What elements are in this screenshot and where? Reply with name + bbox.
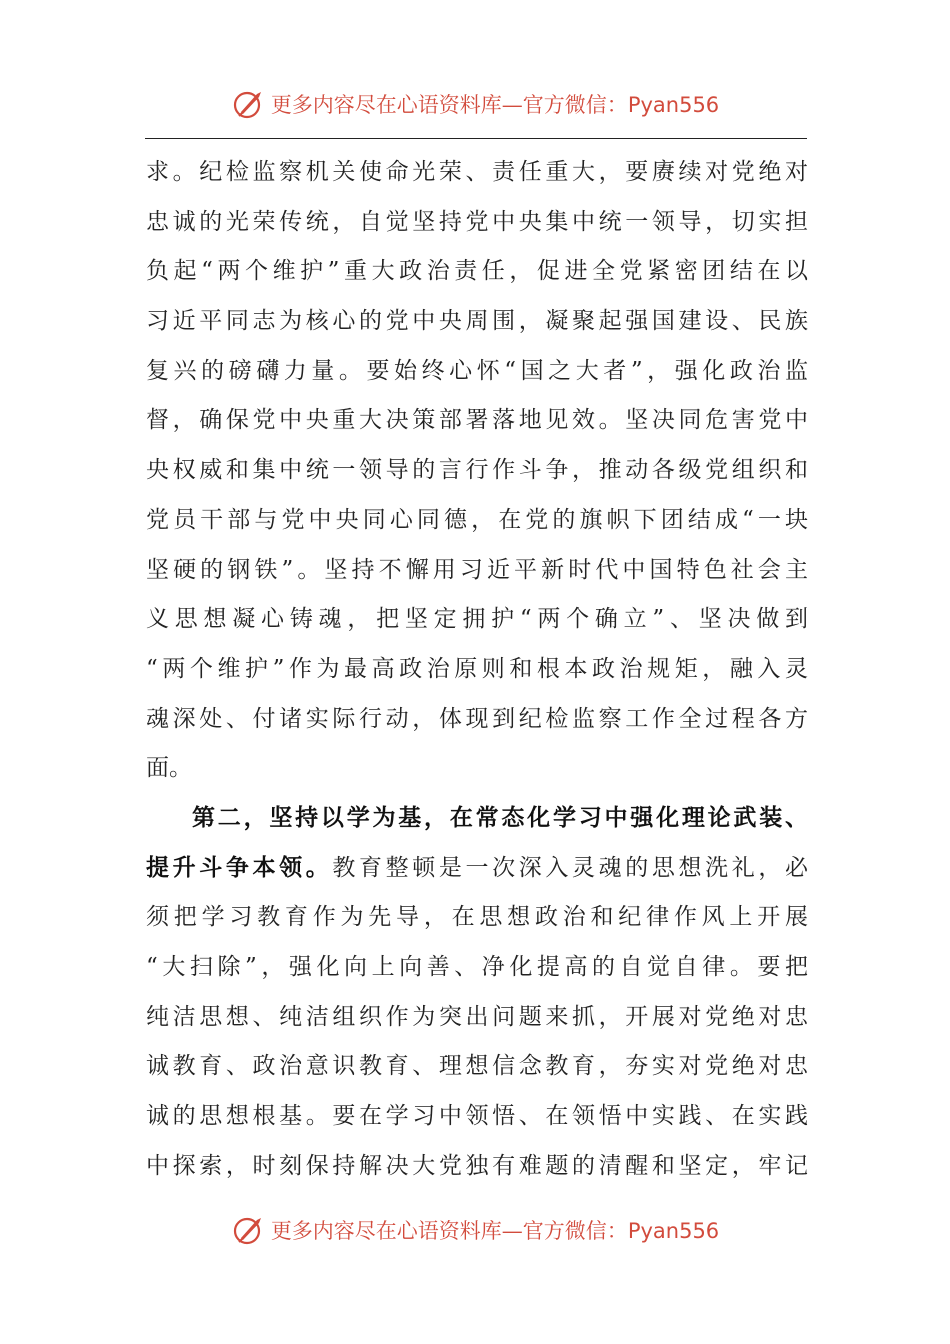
text-line: 党员干部与党中央同心同德，在党的旗帜下团结成“一块: [146, 506, 808, 533]
footer-banner-label: 更多内容尽在心语资料库—官方微信：: [270, 1219, 628, 1243]
text-line: 魂深处、付诸实际行动，体现到纪检监察工作全过程各方: [146, 705, 808, 732]
text-line: 面。: [146, 755, 192, 782]
text-line: 求。纪检监察机关使命光荣、责任重大，要赓续对党绝对: [146, 159, 808, 185]
text-line-with-heading: [146, 844, 808, 894]
text-line: 督，确保党中央重大决策部署落地见效。坚决同危害党中: [146, 407, 808, 434]
quill-pen-logo-icon: [231, 1212, 267, 1248]
text-line: 习近平同志为核心的党中央周围，凝聚起强国建设、民族: [146, 308, 808, 335]
footer-wechat-id: Pyan556: [627, 1219, 720, 1243]
footer-banner-text: [271, 1215, 719, 1245]
text-line: “两个维护”作为最高政治原则和根本政治规矩，融入灵: [146, 655, 808, 682]
header-banner: [0, 84, 950, 124]
text-line: 须把学习教育作为先导，在思想政治和纪律作风上开展: [146, 904, 808, 931]
text-line: 诚教育、政治意识教育、理想信念教育，夯实对党绝对忠: [146, 1053, 808, 1080]
text-line: 中探索，时刻保持解决大党独有难题的清醒和坚定，牢记: [146, 1152, 808, 1179]
footer-banner: [0, 1210, 950, 1250]
text-line: 义思想凝心铸魂，把坚定拥护“两个确立”、坚决做到: [146, 606, 808, 633]
section-heading-end: 提升斗争本领。: [146, 854, 333, 881]
section-heading: 第二，坚持以学为基，在常态化学习中强化理论武装、: [192, 804, 808, 831]
banner-wechat-id: Pyan556: [627, 93, 720, 117]
banner-label: 更多内容尽在心语资料库—官方微信：: [270, 93, 628, 117]
text-line: 坚硬的钢铁”。坚持不懈用习近平新时代中国特色社会主: [146, 556, 808, 583]
banner-text: [271, 89, 719, 119]
text-line: 复兴的磅礴力量。要始终心怀“国之大者”，强化政治监: [146, 357, 808, 384]
text-line: 忠诚的光荣传统，自觉坚持党中央集中统一领导，切实担: [146, 208, 808, 235]
text-line: 央权威和集中统一领导的言行作斗争，推动各级党组织和: [146, 457, 808, 484]
text-line: 纯洁思想、纯洁组织作为突出问题来抓，开展对党绝对忠: [146, 1003, 808, 1030]
header-divider: [145, 138, 807, 139]
document-body: [146, 148, 808, 1191]
text-line: 诚的思想根基。要在学习中领悟、在领悟中实践、在实践: [146, 1103, 808, 1130]
text-line: 负起“两个维护”重大政治责任，促进全党紧密团结在以: [146, 258, 808, 285]
quill-pen-logo-icon: [231, 86, 267, 122]
text-line: “大扫除”，强化向上向善、净化提高的自觉自律。要把: [146, 954, 808, 980]
text-line-rest: 教育整顿是一次深入灵魂的思想洗礼，必: [332, 854, 808, 881]
